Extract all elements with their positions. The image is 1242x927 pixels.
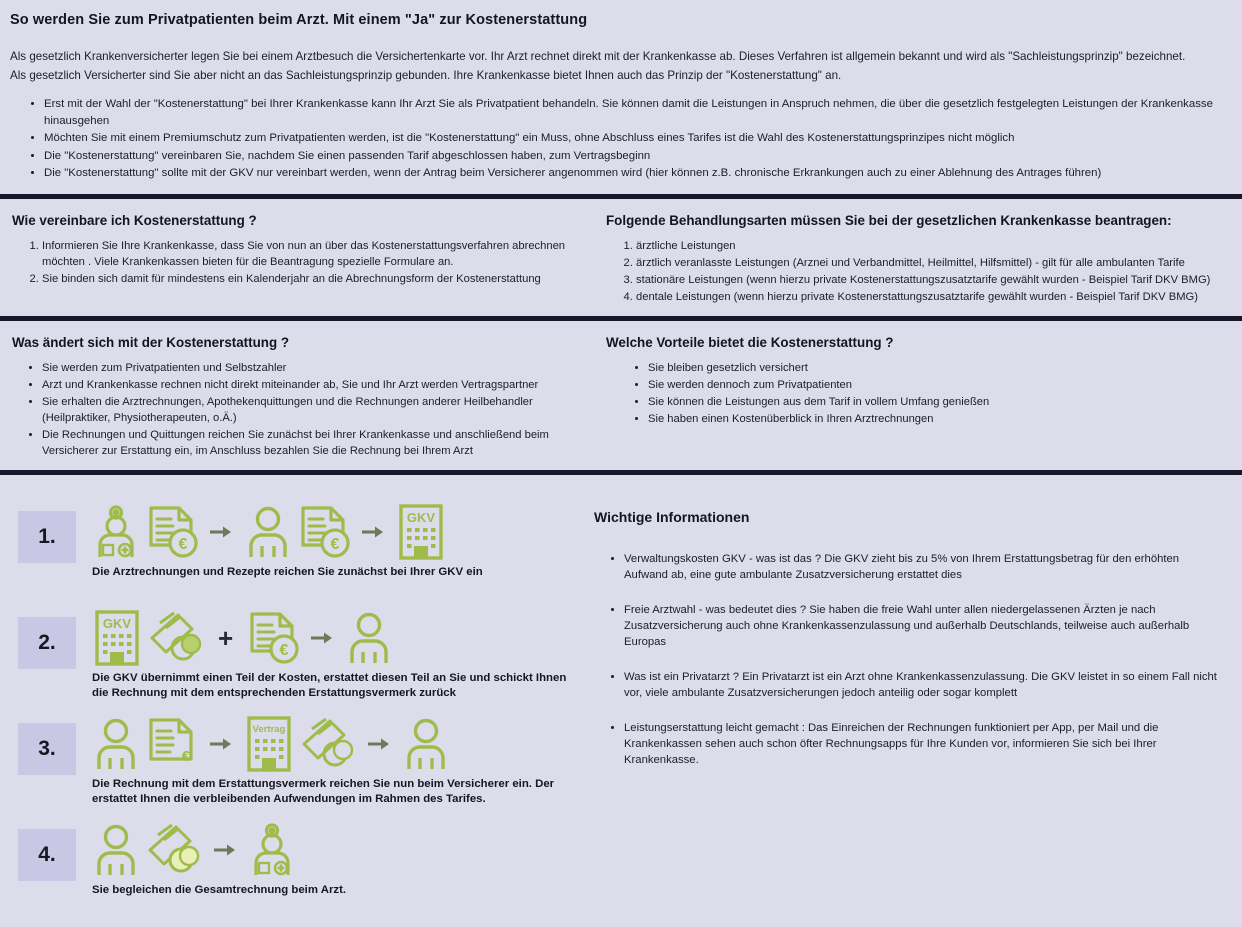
list-item: • Möchten Sie mit einem Premiumschutz zum Privatpatienten werden, ist die "Kostenerstattung" ein Muss, ohne Abschluss eines Tarifes ist die Wahl des Kostenerstattungsprinzipes nicht möglich xyxy=(44,130,1232,147)
list-item: • Sie haben einen Kostenüberblick in Ihren Arztrechnungen xyxy=(648,411,1230,427)
vertrag-building-icon xyxy=(244,716,294,772)
list-item: • Die "Kostenerstattung" sollte mit der GKV nur vereinbart werden, wenn der Antrag beim Versicherer angenommen wird (hier können z.B. chronische Erkrankungen auch zu einer Ablehnung des Antrages führen) xyxy=(44,165,1232,182)
list-item: • Erst mit der Wahl der "Kostenerstattung" bei Ihrer Krankenkasse kann Ihr Arzt Sie als Privatpatient behandeln. Sie können damit die Leistungen in Anspruch nehmen, die über die gesetzlich festgelegten Leistungen der Krankenkasse hinausgehen xyxy=(44,96,1232,129)
section-title: Was ändert sich mit der Kostenerstattung ? xyxy=(12,334,290,350)
process-step xyxy=(18,503,580,599)
building-label-gkv: GKV xyxy=(102,615,132,631)
step-icon-row xyxy=(92,503,580,561)
list-item: • Sie werden zum Privatpatienten und Selbstzahler xyxy=(42,360,582,376)
list-item: • Sie bleiben gesetzlich versichert xyxy=(648,360,1230,376)
step-caption: Die Rechnung mit dem Erstattungsvermerk reichen Sie nun beim Versicherer ein. Der erstattet Ihnen die verbleibenden Aufwendungen im Rahmen des Tarifes. xyxy=(92,777,555,805)
person-icon xyxy=(345,611,393,665)
list-item: • Verwaltungskosten GKV - was ist das ? Die GKV zieht bis zu 5% von Ihrem Erstattungsbetrag für den erhöhten Aufwand ab, eine gute ambulante Zusatzversicherung erstattet dies xyxy=(624,551,1224,583)
process-steps xyxy=(0,481,580,927)
step-icon-row xyxy=(92,821,580,879)
page-title: So werden Sie zum Privatpatienten beim Arzt. Mit einem "Ja" zur Kostenerstattung xyxy=(10,12,588,28)
section-title: Welche Vorteile bietet die Kostenerstattung ? xyxy=(606,334,894,350)
svg-text:€: € xyxy=(279,641,289,659)
bottom-block xyxy=(0,475,1242,927)
person-icon xyxy=(244,505,292,559)
header-bullet-list xyxy=(10,96,1232,182)
doctor-icon xyxy=(248,823,296,877)
bullet-list xyxy=(606,360,1230,427)
intro-paragraphs xyxy=(10,48,1232,84)
list-item: • Arzt und Krankenkasse rechnen nicht direkt miteinander ab, Sie und Ihr Arzt werden Vertragspartner xyxy=(42,377,582,393)
list-item: • Was ist ein Privatarzt ? Ein Privatarzt ist ein Arzt ohne Krankenkassenzulassung. Die GKV leistet in so einem Fall nicht vor, viele ambulante Zusatzversicherungen jedoch anteilig oder sogar komplett xyxy=(624,669,1224,701)
list-item: 1. Informieren Sie Ihre Krankenkasse, dass Sie von nun an über das Kostenerstattungsverfahren abrechnen möchten . Viele Krankenkassen bieten für die Beantragung spezielle Formulare an. xyxy=(42,238,582,270)
person-icon xyxy=(92,717,140,771)
ordered-list xyxy=(606,238,1230,305)
list-item: • Sie können die Leistungen aus dem Tarif in vollem Umfang genießen xyxy=(648,394,1230,410)
section-wie-vereinbare xyxy=(0,199,594,316)
list-item: • Die "Kostenerstattung" vereinbaren Sie, nachdem Sie einen passenden Tarif abgeschlossen haben, zum Vertragsbeginn xyxy=(44,148,1232,165)
list-item: 1. ärztliche Leistungen xyxy=(636,238,1230,254)
section-behandlungsarten xyxy=(594,199,1242,316)
arrow-right-icon xyxy=(368,737,390,751)
section-vorteile xyxy=(594,321,1242,470)
doctor-icon xyxy=(92,505,140,559)
money-icon xyxy=(146,823,202,877)
intro-paragraph: Als gesetzlich Versicherter sind Sie aber nicht an das Sachleistungsprinzip gebunden. Ihre Krankenkasse bietet Ihnen auch das Prinzip der "Kostenerstattung" an. xyxy=(10,69,842,82)
arrow-right-icon xyxy=(210,525,232,539)
header-block xyxy=(0,0,1242,182)
bullet-list xyxy=(12,360,582,459)
ordered-list xyxy=(12,238,582,287)
step-number-badge: 1. xyxy=(18,511,76,563)
list-item: 4. dentale Leistungen (wenn hierzu private Kostenerstattungszusatztarife gewählt wurden - Beispiel Tarif DKV BMG) xyxy=(636,289,1230,305)
person-icon xyxy=(402,717,450,771)
step-icon-row xyxy=(92,609,580,667)
section-was-aendert xyxy=(0,321,594,470)
building-label-vertrag: Vertrag xyxy=(252,723,286,735)
process-step xyxy=(18,821,580,917)
list-item: 2. ärztlich veranlasste Leistungen (Arznei und Verbandmittel, Heilmittel, Hilfsmittel) - gilt für alle ambulanten Tarife xyxy=(636,255,1230,271)
list-item: 3. stationäre Leistungen (wenn hierzu private Kostenerstattungszusatztarife gewählt wurden - Beispiel Tarif DKV BMG) xyxy=(636,272,1230,288)
section-title: Wie vereinbare ich Kostenerstattung ? xyxy=(12,212,257,228)
arrow-right-icon xyxy=(362,525,384,539)
arrow-right-icon xyxy=(214,843,236,857)
arrow-right-icon xyxy=(210,737,232,751)
process-step xyxy=(18,609,580,705)
money-icon xyxy=(148,611,204,665)
invoice-euro-icon xyxy=(247,611,299,665)
section-title: Folgende Behandlungsarten müssen Sie bei der gesetzlichen Krankenkasse beantragen: xyxy=(606,212,1172,228)
invoice-euro-icon xyxy=(146,717,198,771)
process-step xyxy=(18,715,580,811)
step-number-badge: 4. xyxy=(18,829,76,881)
section-title: Wichtige Informationen xyxy=(594,508,750,525)
step-number-badge: 2. xyxy=(18,617,76,669)
step-number-badge: 3. xyxy=(18,723,76,775)
list-item: • Die Rechnungen und Quittungen reichen Sie zunächst bei Ihrer Krankenkasse und anschließend beim Versicherer zur Erstattung ein, im Anschluss bezahlen Sie die Rechnung bei Ihrem Arzt xyxy=(42,427,582,459)
step-caption: Die GKV übernimmt einen Teil der Kosten, erstattet diesen Teil an Sie und schickt Ihnen die Rechnung mit dem entsprechenden Erstattungsvermerk zurück xyxy=(92,671,567,699)
list-item: 2. Sie binden sich damit für mindestens ein Kalenderjahr an die Abrechnungsform der Kostenerstattung xyxy=(42,271,582,287)
list-item: • Leistungserstattung leicht gemacht : Das Einreichen der Rechnungen funktioniert per App, per Mail und die Krankenkassen sehen auch schon öfter Rechnungsapps für Ihre Kunden vor, informieren Sie sich bei Ihrer Krankenkasse. xyxy=(624,720,1224,768)
building-label-gkv: GKV xyxy=(406,509,436,525)
band-aendert-vorteile xyxy=(0,321,1242,470)
svg-text:€: € xyxy=(178,535,188,553)
list-item: • Sie erhalten die Arztrechnungen, Apothekenquittungen und die Rechnungen anderer Heilbehandler (Heilpraktiker, Physiotherapeuten, o.Ä.) xyxy=(42,394,582,426)
step-caption: Die Arztrechnungen und Rezepte reichen Sie zunächst bei Ihrer GKV ein xyxy=(92,565,483,578)
svg-text:€: € xyxy=(330,535,340,553)
gkv-building-icon xyxy=(396,504,446,560)
gkv-building-icon xyxy=(92,610,142,666)
list-item: • Sie werden dennoch zum Privatpatienten xyxy=(648,377,1230,393)
band-vereinbaren-behandlungsarten xyxy=(0,199,1242,316)
invoice-euro-icon xyxy=(298,505,350,559)
list-item: • Freie Arztwahl - was bedeutet dies ? Sie haben die freie Wahl unter allen niedergelassenen Ärzten je nach Zusatzversicherung auch ohne Krankenkassenzulassung und außerhalb Deutschlands, teilweise auch außerhalb Europas xyxy=(624,602,1224,650)
plus-icon: + xyxy=(218,622,234,653)
step-caption: Sie begleichen die Gesamtrechnung beim Arzt. xyxy=(92,883,347,896)
money-icon xyxy=(300,717,356,771)
section-wichtige-informationen xyxy=(580,481,1242,927)
step-icon-row xyxy=(92,715,580,773)
intro-paragraph: Als gesetzlich Krankenversicherter legen Sie bei einem Arztbesuch die Versichertenkarte vor. Ihr Arzt rechnet direkt mit der Krankenkasse ab. Dieses Verfahren ist allgemein bekannt und wird als "Sachleistungsprinzip" bezeichnet. xyxy=(10,50,1186,63)
svg-text:€: € xyxy=(181,747,191,765)
bullet-list xyxy=(594,551,1224,768)
person-icon xyxy=(92,823,140,877)
invoice-euro-icon xyxy=(146,505,198,559)
arrow-right-icon xyxy=(311,631,333,645)
